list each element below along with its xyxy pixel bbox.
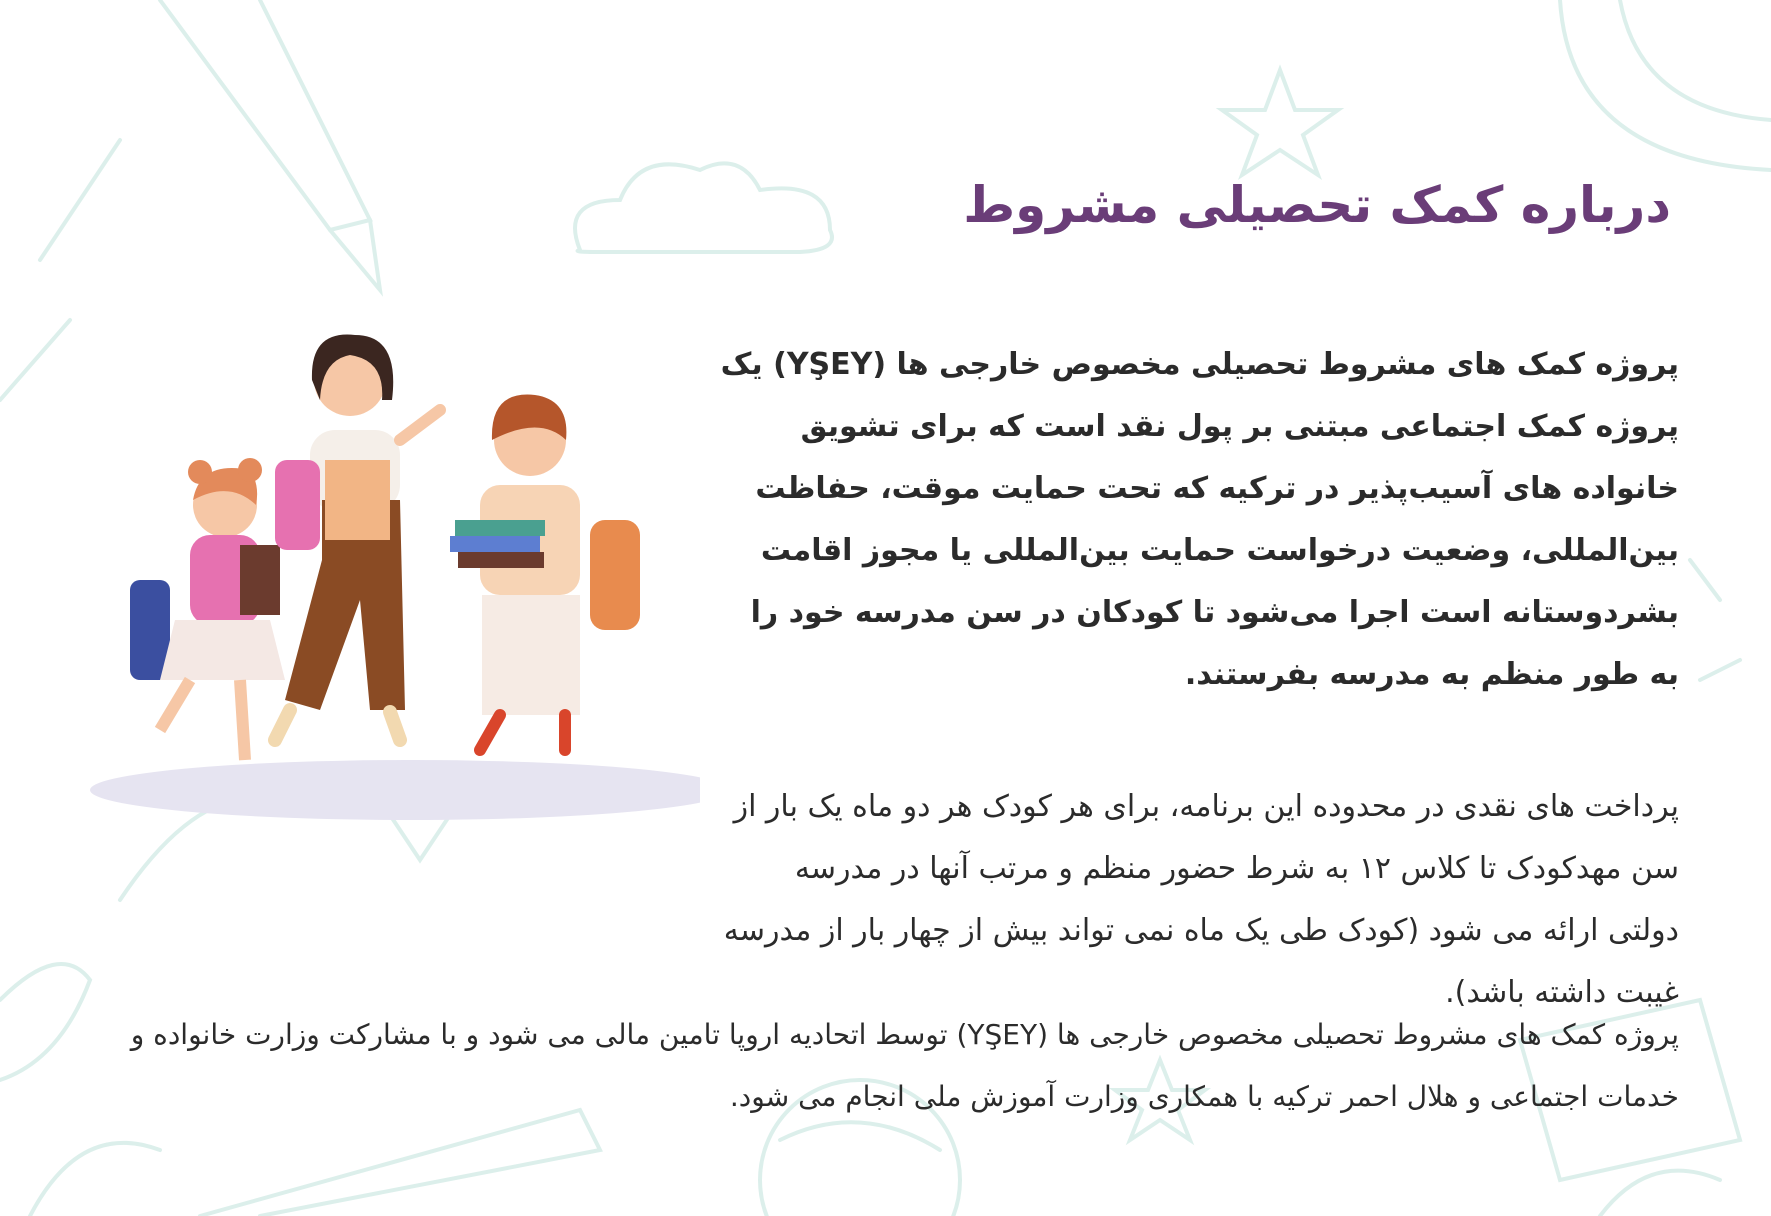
payments-paragraph: پرداخت های نقدی در محدوده این برنامه، برای هر کودک هر دو ماه یک بار از سن مهدکودک تا کلاس ۱۲ به شرط حضور منظم و مرتب آنها در مدرسه دولتی ارائه می شود (کودک طی یک ماه نمی تواند بیش از چهار بار از مدرسه غیبت داشته باشد). [723,789,1679,1010]
intro-paragraph: پروژه کمک های مشروط تحصیلی مخصوص خارجی ها (YŞEY) یک پروژه کمک اجتماعی مبتنی بر پول نقد است که برای تشویق خانواده های آسیب‌پذیر در ترکیه که تحت حمایت موقت، حفاظت بین‌المللی، وضعیت درخواست حمایت بین‌المللی یا مجوز اقامت بشردوستانه است اجرا می‌شود تا کودکان در سن مدرسه خود را به طور منظم به مدرسه بفرستند. [720,347,1679,692]
funding-paragraph: پروژه کمک های مشروط تحصیلی مخصوص خارجی ها (YŞEY) توسط اتحادیه اروپا تامین مالی می شود و با مشارکت وزارت خانواده و خدمات اجتماعی و هلال احمر ترکیه با همکاری وزارت آموزش ملی انجام می شود. [130,1018,1679,1113]
ground-shadow [90,760,700,820]
children-illustration [60,320,700,820]
small-girl [130,458,285,760]
boy [450,395,640,750]
tall-girl [275,335,440,740]
page-title: درباره کمک تحصیلی مشروط [963,176,1671,234]
